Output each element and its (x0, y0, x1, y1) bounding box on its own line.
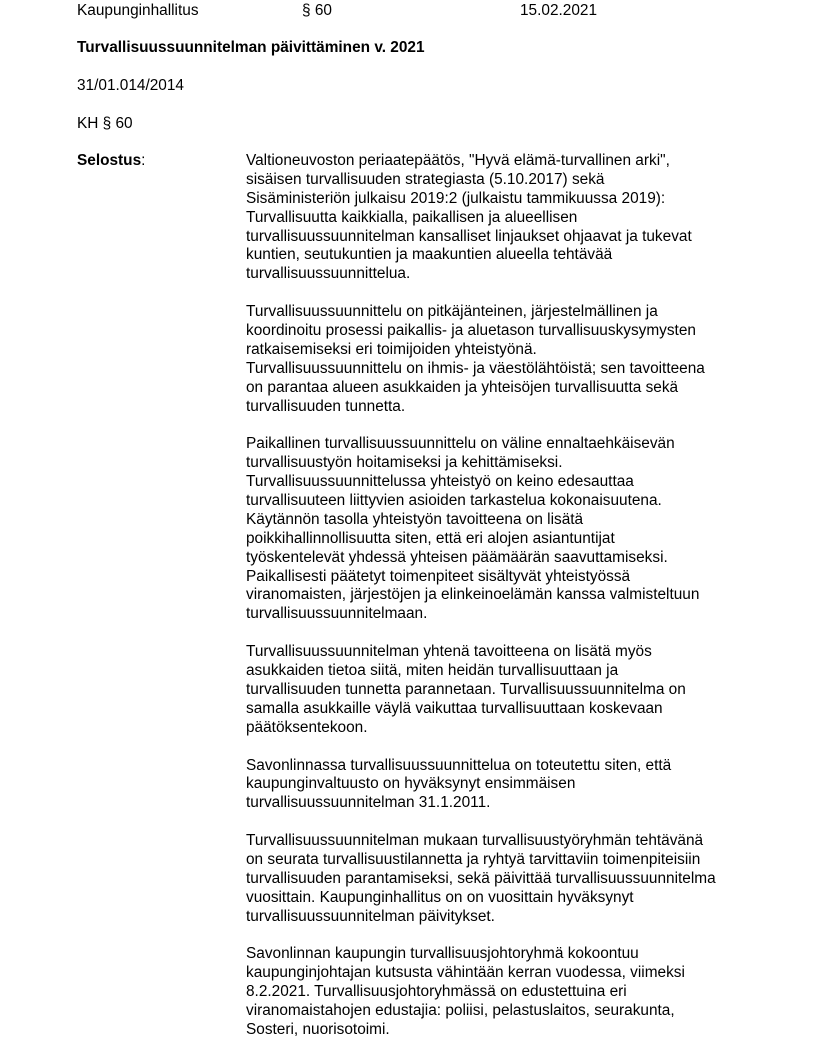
paragraph-line: turvallisuussuunnitelman 31.1.2011. (246, 794, 491, 812)
paragraph-line: samalla asukkaille väylä vaikuttaa turvallisuuttaan koskevaan (246, 699, 663, 717)
paragraph-line: turvallisuussuunnittelua. (246, 265, 411, 283)
body-paragraph (246, 643, 756, 737)
body-paragraph (246, 945, 756, 1039)
paragraph-line: Paikallisesti päätetyt toimenpiteet sisältyvät yhteistyössä (246, 567, 631, 585)
paragraph-line: turvallisuustyön hoitamiseksi ja kehittämiseksi. (246, 454, 563, 472)
section-reference: KH § 60 (77, 115, 133, 132)
paragraph-line: Käytännön tasolla yhteistyön tavoitteena on lisätä (246, 510, 584, 528)
body-text (246, 152, 756, 1059)
body-paragraph (246, 152, 756, 284)
paragraph-line: Turvallisuussuunnitelman mukaan turvallisuustyöryhmän tehtävänä (246, 832, 704, 850)
paragraph-line: Turvallisuussuunnittelu on ihmis- ja väestölähtöistä; sen tavoitteena (246, 359, 705, 377)
paragraph-line: Sisäministeriön julkaisu 2019:2 (julkaistu tammikuussa 2019): (246, 189, 666, 207)
paragraph-line: on parantaa alueen asukkaiden ja yhteisöjen turvallisuutta sekä (246, 378, 679, 396)
paragraph-line: Savonlinnan kaupungin turvallisuusjohtoryhmä kokoontuu (246, 945, 639, 963)
paragraph-line: asukkaiden tietoa siitä, miten heidän turvallisuuttaan ja (246, 662, 619, 680)
header-section-number: § 60 (302, 2, 332, 19)
paragraph-line: viranomaistahojen edustajia: poliisi, pelastuslaitos, seurakunta, (246, 1002, 675, 1020)
body-paragraph (246, 757, 756, 814)
paragraph-line: Paikallinen turvallisuussuunnittelu on väline ennaltaehkäisevän (246, 435, 675, 453)
paragraph-line: koordinoitu prosessi paikallis- ja aluetason turvallisuuskysymysten (246, 322, 696, 340)
paragraph-line: ratkaisemiseksi eri toimijoiden yhteistyönä. (246, 340, 537, 358)
paragraph-line: työskentelevät yhdessä yhteisen päämäärän saavuttamiseksi. (246, 548, 668, 566)
section-label-colon: : (141, 152, 146, 169)
body-paragraph (246, 435, 756, 624)
document-title: Turvallisuussuunnitelman päivittäminen v. 2021 (77, 39, 425, 56)
paragraph-line: Turvallisuussuunnittelussa yhteistyö on keino edesauttaa (246, 473, 634, 491)
diary-number: 31/01.014/2014 (77, 77, 184, 94)
paragraph-line: kuntien, seutukuntien ja maakuntien alueella tehtävää (246, 246, 613, 264)
paragraph-line: poikkihallinnollisuutta siten, että eri alojen asiantuntijat (246, 529, 615, 547)
paragraph-line: on seurata turvallisuustilannetta ja ryhtyä tarvittaviin toimenpiteisiin (246, 850, 701, 868)
paragraph-line: 8.2.2021. Turvallisuusjohtoryhmässä on edustettuina eri (246, 983, 627, 1001)
paragraph-line: turvallisuussuunnitelmaan. (246, 605, 428, 623)
paragraph-line: Turvallisuussuunnittelu on pitkäjänteinen, järjestelmällinen ja (246, 303, 658, 321)
header-body-name: Kaupunginhallitus (77, 2, 199, 19)
body-paragraph (246, 303, 756, 416)
section-label (77, 151, 145, 171)
paragraph-line: päätöksentekoon. (246, 718, 368, 736)
paragraph-line: turvallisuuteen liittyvien asioiden tarkastelua kokonaisuutena. (246, 492, 662, 510)
paragraph-line: sisäisen turvallisuuden strategiasta (5.10.2017) sekä (246, 170, 605, 188)
paragraph-line: turvallisuuden parantamiseksi, sekä päivittää turvallisuussuunnitelma (246, 869, 716, 887)
paragraph-line: Valtioneuvoston periaatepäätös, "Hyvä elämä-turvallinen arki", (246, 152, 670, 169)
section-label-name: Selostus (77, 152, 142, 169)
paragraph-line: kaupunginjohtajan kutsusta vähintään kerran vuodessa, viimeksi (246, 964, 685, 982)
paragraph-line: vuosittain. Kaupunginhallitus on on vuosittain hyväksynyt (246, 888, 634, 906)
paragraph-line: Sosteri, nuorisotoimi. (246, 1020, 390, 1038)
body-paragraph (246, 832, 756, 926)
paragraph-line: turvallisuussuunnitelman päivitykset. (246, 907, 495, 925)
paragraph-line: turvallisuussuunnitelman kansalliset linjaukset ohjaavat ja tukevat (246, 227, 692, 245)
paragraph-line: turvallisuuden tunnetta parannetaan. Turvallisuussuunnitelma on (246, 680, 686, 698)
paragraph-line: Turvallisuutta kaikkialla, paikallisen ja alueellisen (246, 208, 578, 226)
paragraph-line: turvallisuuden tunnetta. (246, 397, 406, 415)
paragraph-line: Turvallisuussuunnitelman yhtenä tavoitteena on lisätä myös (246, 643, 652, 661)
header-meeting-date: 15.02.2021 (520, 2, 598, 19)
paragraph-line: kaupunginvaltuusto on hyväksynyt ensimmäisen (246, 775, 576, 793)
paragraph-line: Savonlinnassa turvallisuussuunnittelua on toteutettu siten, että (246, 756, 672, 774)
paragraph-line: viranomaisten, järjestöjen ja elinkeinoelämän kanssa valmisteltuun (246, 586, 700, 604)
